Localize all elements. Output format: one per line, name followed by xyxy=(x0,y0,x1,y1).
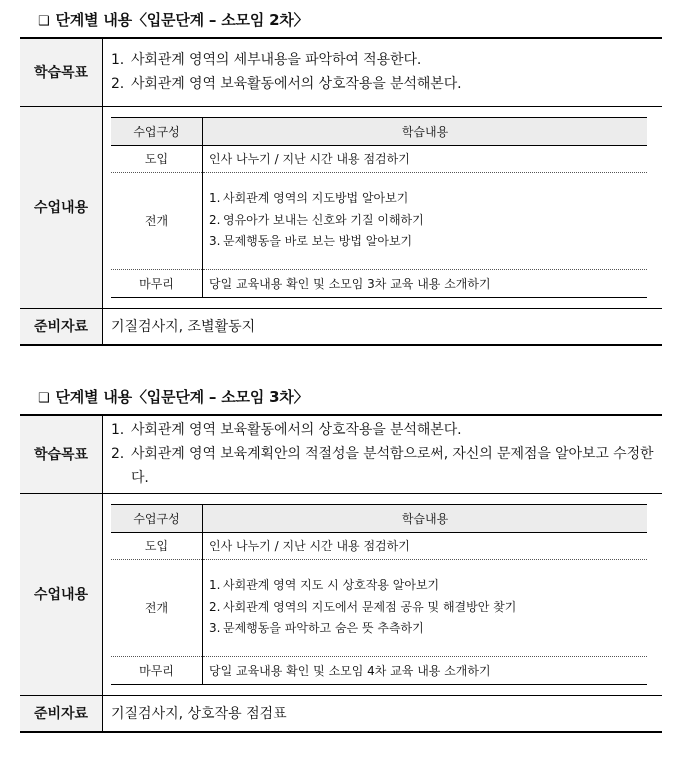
goal-item: 2. 사회관계 영역 보육활동에서의 상호작용을 분석해본다. xyxy=(111,76,462,93)
lesson-plan-header xyxy=(111,117,647,145)
development-cell xyxy=(203,559,648,656)
session-table xyxy=(20,414,662,733)
section-heading xyxy=(20,386,662,408)
lesson-plan-header xyxy=(111,504,647,532)
intro-text: 인사 나누기 / 지난 시간 내용 점검하기 xyxy=(203,145,648,172)
session-table xyxy=(20,37,662,346)
section-heading-text: 단계별 내용〈입문단계 – 소모임 3차〉 xyxy=(55,388,309,406)
step-item: 3. 문제행동을 바로 보는 방법 알아보기 xyxy=(209,234,413,249)
intro-label: 도입 xyxy=(111,145,203,172)
development-row xyxy=(111,559,647,656)
development-cell xyxy=(203,172,648,269)
development-label: 전개 xyxy=(111,559,203,656)
col-content-header: 학습내용 xyxy=(203,504,648,532)
step-item: 3. 문제행동을 파악하고 숨은 뜻 추측하기 xyxy=(209,621,424,636)
goals-list xyxy=(111,418,656,490)
content-row xyxy=(20,106,662,308)
session-3-section xyxy=(20,386,662,733)
goal-item: 1. 사회관계 영역의 세부내용을 파악하여 적용한다. xyxy=(111,52,422,69)
intro-row xyxy=(111,145,647,172)
development-steps xyxy=(209,188,647,253)
goals-label: 학습목표 xyxy=(20,415,103,493)
closing-label: 마무리 xyxy=(111,269,203,297)
content-label: 수업내용 xyxy=(20,106,103,308)
session-2-section xyxy=(20,9,662,346)
closing-row xyxy=(111,656,647,684)
goals-cell xyxy=(103,38,663,106)
development-row xyxy=(111,172,647,269)
closing-text: 당일 교육내용 확인 및 소모임 4차 교육 내용 소개하기 xyxy=(203,656,648,684)
materials-row xyxy=(20,308,662,345)
content-cell xyxy=(103,106,663,308)
step-item: 1. 사회관계 영역 지도 시 상호작용 알아보기 xyxy=(209,578,440,593)
step-item: 2. 영유아가 보내는 신호와 기질 이해하기 xyxy=(209,212,424,227)
materials-label: 준비자료 xyxy=(20,695,103,732)
checkbox-bullet-icon: ❑ xyxy=(38,391,50,406)
col-composition-header: 수업구성 xyxy=(111,117,203,145)
materials-row xyxy=(20,695,662,732)
closing-label: 마무리 xyxy=(111,656,203,684)
intro-label: 도입 xyxy=(111,532,203,559)
goals-row xyxy=(20,415,662,493)
col-content-header: 학습내용 xyxy=(203,117,648,145)
materials-label: 준비자료 xyxy=(20,308,103,345)
section-heading xyxy=(20,9,662,31)
closing-text: 당일 교육내용 확인 및 소모임 3차 교육 내용 소개하기 xyxy=(203,269,648,297)
step-item: 1. 사회관계 영역의 지도방법 알아보기 xyxy=(209,191,409,206)
lesson-plan-table xyxy=(111,117,647,298)
materials-text: 기질검사지, 조별활동지 xyxy=(103,308,663,345)
content-label: 수업내용 xyxy=(20,493,103,695)
intro-text: 인사 나누기 / 지난 시간 내용 점검하기 xyxy=(203,532,648,559)
content-row xyxy=(20,493,662,695)
goal-item: 1. 사회관계 영역 보육활동에서의 상호작용을 분석해본다. xyxy=(111,422,462,439)
goal-item: 2. 사회관계 영역 보육계획안의 적절성을 분석함으로써, 자신의 문제점을 알아보고 수정한다. xyxy=(111,446,654,487)
lesson-plan-table xyxy=(111,504,647,685)
step-item: 2. 사회관계 영역의 지도에서 문제점 공유 및 해결방안 찾기 xyxy=(209,599,517,614)
checkbox-bullet-icon: ❑ xyxy=(38,14,50,29)
development-steps xyxy=(209,575,647,640)
materials-text: 기질검사지, 상호작용 점검표 xyxy=(103,695,663,732)
goals-row xyxy=(20,38,662,106)
section-heading-text: 단계별 내용〈입문단계 – 소모임 2차〉 xyxy=(55,11,309,29)
intro-row xyxy=(111,532,647,559)
goals-label: 학습목표 xyxy=(20,38,103,106)
goals-list xyxy=(111,48,656,96)
goals-cell xyxy=(103,415,663,493)
development-label: 전개 xyxy=(111,172,203,269)
content-cell xyxy=(103,493,663,695)
closing-row xyxy=(111,269,647,297)
col-composition-header: 수업구성 xyxy=(111,504,203,532)
